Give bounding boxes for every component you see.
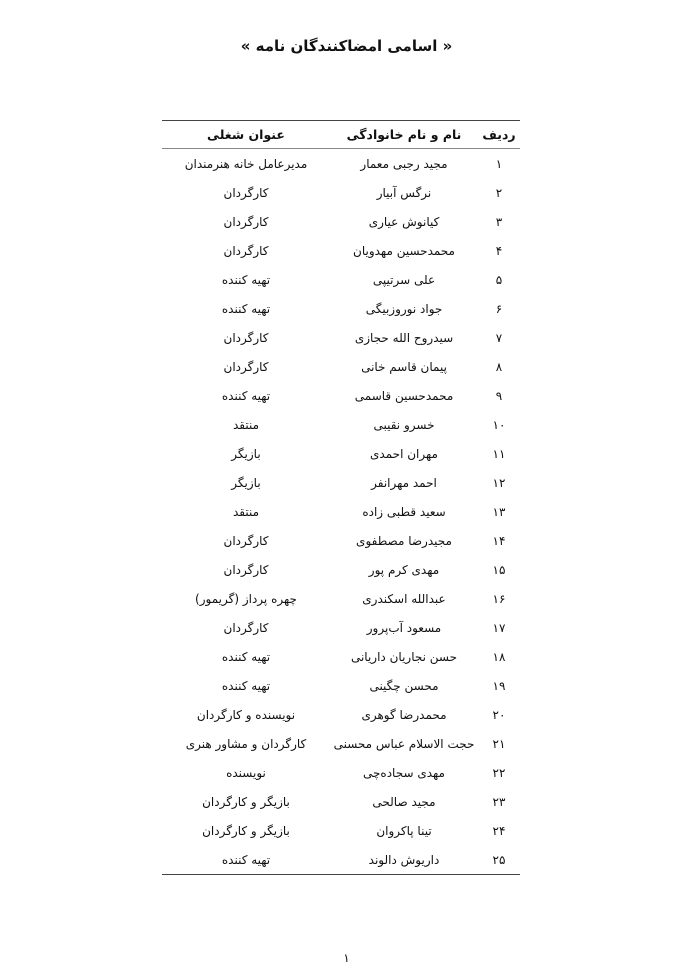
cell-job: بازیگر و کارگردان (202, 823, 290, 838)
cell-name: مجیدرضا مصطفوی (356, 533, 452, 548)
cell-name: محمدرضا گوهری (361, 707, 447, 722)
cell-rank: ۱۴ (492, 533, 506, 548)
cell-name: مهران احمدی (370, 446, 438, 461)
table-row (162, 758, 520, 787)
cell-rank: ۱۰ (492, 417, 506, 432)
cell-name: محمدحسین مهدویان (353, 243, 455, 258)
table-row (162, 555, 520, 584)
cell-name: علی سرتیپی (372, 272, 436, 287)
table-header (162, 121, 520, 149)
cell-rank: ۱۳ (492, 504, 506, 519)
cell-job: بازیگر (231, 446, 261, 461)
cell-rank: ۲۰ (492, 707, 506, 722)
cell-rank: ۱۶ (492, 591, 506, 606)
header-name: نام و نام خانوادگی (346, 127, 462, 142)
cell-name: محسن چگینی (369, 678, 439, 693)
table-body (162, 149, 520, 875)
cell-job: بازیگر و کارگردان (202, 794, 290, 809)
cell-name: حجت الاسلام عباس محسنی (333, 736, 475, 751)
cell-rank: ۶ (495, 301, 503, 316)
cell-rank: ۱ (495, 156, 503, 171)
cell-job: کارگردان (223, 214, 269, 229)
cell-rank: ۱۹ (492, 678, 506, 693)
cell-job: تهیه کننده (221, 649, 271, 664)
cell-name: جواد نوروزبیگی (365, 301, 443, 316)
cell-name: احمد مهرانفر (371, 475, 437, 490)
cell-job: کارگردان (223, 620, 269, 635)
cell-name: نرگس آبیار (376, 185, 432, 200)
cell-rank: ۸ (495, 359, 503, 374)
table-row (162, 352, 520, 381)
cell-rank: ۷ (495, 330, 503, 345)
cell-name: عبدالله اسکندری (362, 591, 446, 606)
cell-rank: ۲۳ (492, 794, 506, 809)
table-row (162, 613, 520, 642)
cell-rank: ۱۷ (492, 620, 506, 635)
cell-job: منتقد (232, 417, 260, 432)
cell-job: کارگردان (223, 533, 269, 548)
signers-table (162, 120, 520, 875)
cell-name: تینا پاکروان (376, 823, 432, 838)
cell-rank: ۹ (495, 388, 503, 403)
cell-rank: ۲۱ (492, 736, 506, 751)
table-row (162, 845, 520, 875)
cell-job: کارگردان (223, 562, 269, 577)
cell-rank: ۱۸ (492, 649, 506, 664)
page-number: ۱ (343, 951, 350, 965)
cell-rank: ۵ (495, 272, 503, 287)
cell-job: چهره پرداز (گریمور) (195, 591, 297, 606)
cell-job: مدیرعامل خانه هنرمندان (184, 156, 308, 171)
cell-name: مهدی سجاده‌چی (363, 765, 445, 780)
table-row (162, 149, 520, 179)
cell-job: کارگردان (223, 243, 269, 258)
cell-rank: ۱۱ (492, 446, 506, 461)
table-row (162, 323, 520, 352)
cell-job: تهیه کننده (221, 852, 271, 867)
table-row (162, 671, 520, 700)
cell-name: مجید رجبی معمار (360, 156, 448, 171)
cell-name: کیانوش عیاری (368, 214, 440, 229)
cell-job: بازیگر (231, 475, 261, 490)
cell-rank: ۴ (495, 243, 503, 258)
table-row (162, 497, 520, 526)
table-header-row (162, 121, 520, 149)
cell-name: پیمان قاسم خانی (361, 359, 447, 374)
table-row (162, 526, 520, 555)
cell-job: نویسنده و کارگردان (196, 707, 296, 722)
table-row (162, 236, 520, 265)
page-title: « اسامی امضاکنندگان نامه » (240, 37, 453, 55)
cell-name: داریوش دالوند (368, 852, 440, 867)
table-row (162, 294, 520, 323)
cell-rank: ۱۵ (492, 562, 506, 577)
cell-job: کارگردان (223, 185, 269, 200)
cell-job: تهیه کننده (221, 388, 271, 403)
table-row (162, 381, 520, 410)
cell-name: مهدی کرم پور (368, 562, 440, 577)
cell-job: کارگردان (223, 330, 269, 345)
table-row (162, 584, 520, 613)
table-row (162, 410, 520, 439)
cell-job: منتقد (232, 504, 260, 519)
cell-rank: ۲ (495, 185, 503, 200)
table-row (162, 816, 520, 845)
cell-name: خسرو نقیبی (373, 417, 435, 432)
table-row (162, 265, 520, 294)
cell-rank: ۲۴ (492, 823, 506, 838)
cell-name: مجید صالحی (372, 794, 436, 809)
cell-rank: ۲۵ (492, 852, 506, 867)
table-row (162, 439, 520, 468)
cell-job: کارگردان (223, 359, 269, 374)
cell-rank: ۳ (495, 214, 503, 229)
cell-job: تهیه کننده (221, 678, 271, 693)
cell-rank: ۲۲ (492, 765, 506, 780)
header-rank: ردیف (482, 127, 516, 142)
cell-name: مسعود آب‌پرور (366, 620, 442, 635)
cell-rank: ۱۲ (492, 475, 506, 490)
table-row (162, 468, 520, 497)
cell-job: کارگردان و مشاور هنری (185, 736, 307, 751)
table-row (162, 642, 520, 671)
cell-name: سیدروح الله حجازی (354, 330, 454, 345)
table-row (162, 178, 520, 207)
cell-job: نویسنده (226, 765, 266, 780)
table-row (162, 787, 520, 816)
table-row (162, 207, 520, 236)
cell-name: سعید قطبی زاده (362, 504, 446, 519)
table-row (162, 700, 520, 729)
cell-job: تهیه کننده (221, 272, 271, 287)
cell-name: محمدحسین قاسمی (354, 388, 454, 403)
cell-job: تهیه کننده (221, 301, 271, 316)
cell-name: حسن نجاریان داریانی (350, 649, 458, 664)
table-row (162, 729, 520, 758)
header-job: عنوان شغلی (207, 127, 285, 142)
